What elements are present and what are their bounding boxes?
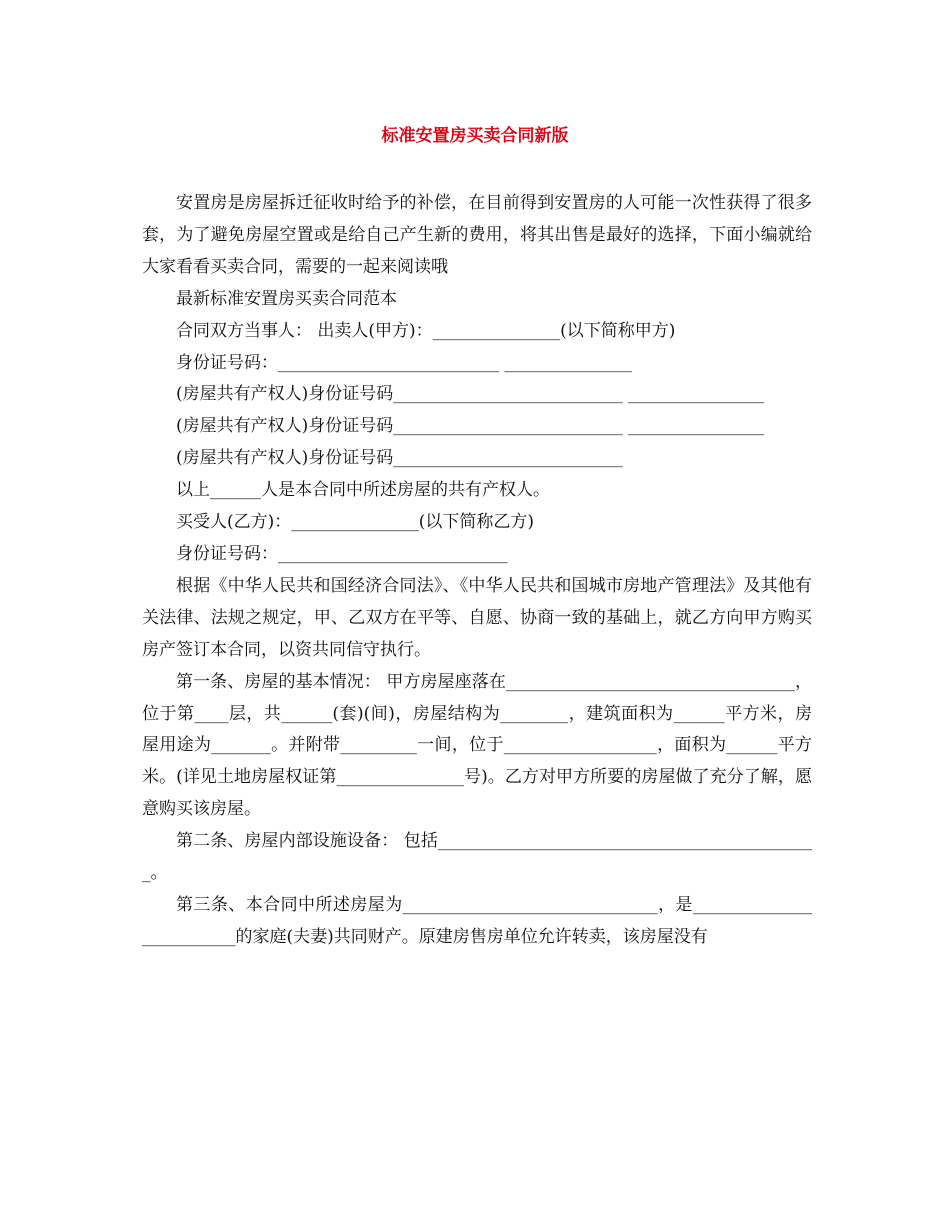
document-title: 标准安置房买卖合同新版	[381, 126, 569, 146]
co-owner-id-line-3: (房屋共有产权人)身份证号码___________________________	[176, 448, 623, 469]
seller-id-line: 身份证号码：__________________________ _______________	[176, 352, 632, 373]
co-owner-count-line: 以上______人是本合同中所述房屋的共有产权人。	[176, 480, 550, 501]
co-owner-id-line-2: (房屋共有产权人)身份证号码___________________________ ________________	[176, 416, 765, 437]
intro-paragraph: 安置房是房屋拆迁征收时给予的补偿，在目前得到安置房的人可能一次性获得了很多套，为了避免房屋空置或是给自己产生新的费用，将其出售是最好的选择，下面小编就给大家看看买卖合同，需要的一起来阅读哦	[142, 193, 812, 277]
document-body	[142, 188, 812, 954]
buyer-line: 买受人(乙方)：_______________(以下简称乙方)	[176, 512, 535, 533]
article-1-paragraph: 第一条、房屋的基本情况： 甲方房屋座落在__________________________________，位于第____层，共______(套)(间)，房屋结构为________，建筑面积为______平方米，房屋用途为_______。并附带_________一间，位于__________________，面积为______平方米。(详见土地房屋权证第_______________号)。乙方对甲方所要的房屋做了充分了解，愿意购买该房屋。	[142, 671, 812, 820]
template-heading: 最新标准安置房买卖合同范本	[176, 288, 397, 309]
co-owner-id-line-1: (房屋共有产权人)身份证号码___________________________ ________________	[176, 384, 765, 405]
buyer-id-line: 身份证号码：___________________________	[176, 543, 508, 564]
article-3-paragraph: 第三条、本合同中所述房屋为______________________________，是_________________________的家庭(夫妻)共同财产。原建房售房单位允许转卖，该房屋没有	[142, 894, 812, 947]
seller-line: 合同双方当事人： 出卖人(甲方)：_______________(以下简称甲方)	[176, 320, 676, 341]
legal-basis-paragraph: 根据《中华人民共和国经济合同法》、《中华人民共和国城市房地产管理法》及其他有关法律、法规之规定，甲、乙双方在平等、自愿、协商一致的基础上，就乙方向甲方购买房产签订本合同，以资共同信守执行。	[142, 575, 812, 660]
article-2-paragraph: 第二条、房屋内部设施设备： 包括_____________________________________________。	[142, 831, 812, 884]
